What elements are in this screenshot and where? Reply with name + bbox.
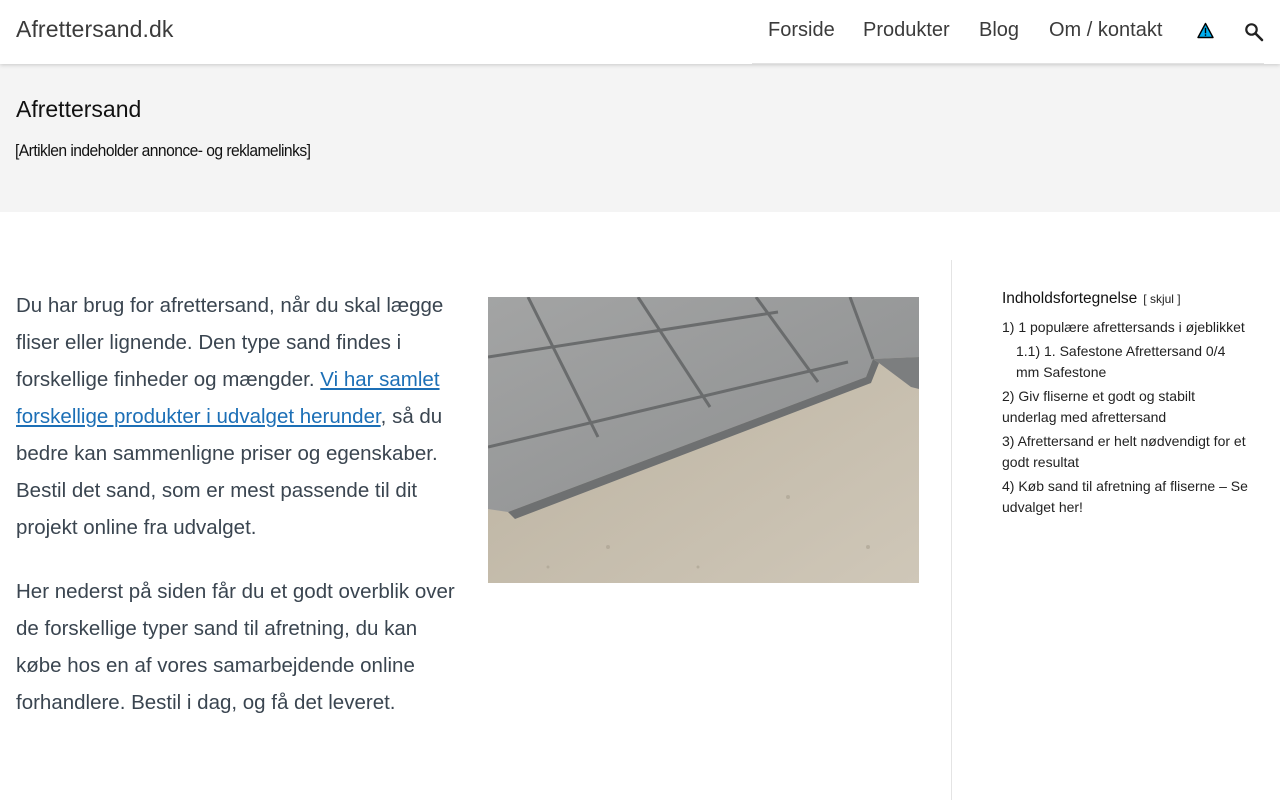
intro-text-start: Du har brug for afrettersand, når du skal lægge fliser eller lignende. Den type sand findes i forskellige finheder og mængder.: [16, 294, 444, 391]
paving-photo-illustration: [488, 297, 919, 583]
toc-item[interactable]: 3) Afrettersand er helt nødvendigt for et godt resultat: [1002, 432, 1246, 470]
sidebar-divider: [951, 260, 952, 800]
toc-subitem[interactable]: 1.1) 1. Safestone Afrettersand 0/4 mm Safestone: [1016, 342, 1226, 380]
site-header: [0, 0, 1280, 64]
toc-hide-toggle[interactable]: [ skjul ]: [1143, 292, 1181, 306]
intro-text-end: , så du bedre kan sammenligne priser og egenskaber. Bestil det sand, som er mest passende til dit projekt online fra udvalget.: [16, 405, 443, 539]
paving-tiles-on-sand-image: [488, 297, 919, 583]
toc-title: Indholdsfortegnelse: [1002, 290, 1138, 307]
page-hero: [0, 64, 1280, 212]
nav-produkter[interactable]: Produkter: [863, 19, 950, 41]
toc-item[interactable]: 1) 1 populære afrettersands i øjeblikket: [1002, 319, 1245, 335]
search-icon[interactable]: [1244, 22, 1264, 42]
page-title: Afrettersand: [16, 96, 142, 122]
nav-om-kontakt[interactable]: Om / kontakt: [1049, 19, 1163, 41]
article-body: [16, 287, 456, 748]
table-of-contents: [1002, 290, 1252, 521]
main-nav: [752, 0, 1264, 64]
nav-blog[interactable]: Blog: [979, 19, 1020, 41]
site-title-link[interactable]: Afrettersand.dk: [16, 16, 174, 42]
nav-forside[interactable]: Forside: [768, 19, 835, 41]
warning-icon[interactable]: [1197, 22, 1214, 39]
ad-disclaimer: [Artiklen indeholder annonce- og reklamelinks]: [15, 141, 311, 160]
overview-paragraph: Her nederst på siden får du et godt overblik over de forskellige typer sand til afretning, du kan købe hos en af vores samarbejdende online forhandlere. Bestil i dag, og få det leveret.: [16, 580, 455, 714]
toc-item[interactable]: 2) Giv fliserne et godt og stabilt underlag med afrettersand: [1002, 387, 1195, 425]
products-link[interactable]: Vi har samlet forskellige produkter i udvalget herunder: [16, 368, 440, 428]
toc-list: [1002, 317, 1252, 519]
intro-paragraph: [16, 287, 456, 546]
toc-item[interactable]: 4) Køb sand til afretning af fliserne – Se udvalget her!: [1002, 477, 1248, 515]
